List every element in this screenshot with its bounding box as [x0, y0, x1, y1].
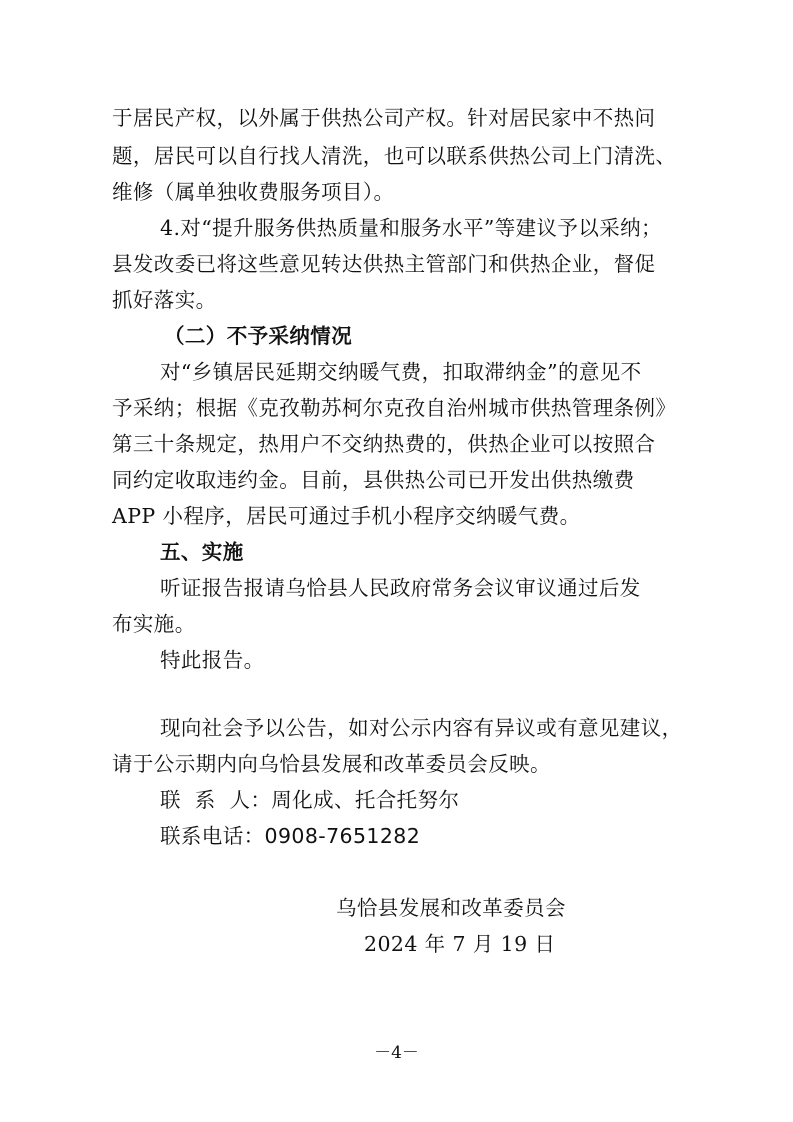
contact-person [160, 782, 459, 818]
notice-line: 现向社会予以公告，如对公示内容有异议或有意见建议， [160, 716, 683, 740]
body-line: 抓好落实。 [112, 288, 217, 312]
section-heading-not-adopted: （二）不予采纳情况 [164, 324, 353, 348]
body-line: 维修（属单独收费服务项目）。 [112, 180, 395, 204]
body-line: 对“乡镇居民延期交纳暖气费，扣取滞纳金”的意见不 [160, 360, 642, 384]
body-line: 布实施。 [112, 612, 196, 636]
body-line: APP 小程序，居民可通过手机小程序交纳暖气费。 [112, 504, 581, 528]
contact-label: 联 系 人： [160, 788, 272, 812]
phone-number: 0908-7651282 [264, 824, 421, 848]
contact-phone [160, 818, 420, 854]
contact-names: 周化成、托合托努尔 [271, 788, 460, 812]
phone-label: 联系电话： [160, 824, 265, 848]
body-line: 县发改委已将这些意见转达供热主管部门和供热企业，督促 [112, 252, 656, 276]
section-heading-implementation: 五、实施 [160, 540, 244, 564]
body-line: 听证报告报请乌恰县人民政府常务会议审议通过后发 [160, 576, 641, 600]
body-line: 于居民产权，以外属于供热公司产权。针对居民家中不热问 [112, 106, 656, 130]
body-line: 予采纳；根据《克孜勒苏柯尔克孜自治州城市供热管理条例》 [112, 396, 677, 420]
body-line: 第三十条规定，热用户不交纳热费的，供热企业可以按照合 [112, 432, 656, 456]
body-line: 题，居民可以自行找人清洗，也可以联系供热公司上门清洗、 [112, 144, 677, 168]
body-line: 4.对“提升服务供热质量和服务水平”等建议予以采纳； [160, 216, 662, 240]
notice-line: 请于公示期内向乌恰县发展和改革委员会反映。 [112, 752, 551, 776]
signature-date: 2024 年 7 月 19 日 [364, 932, 556, 956]
signature-organization: 乌恰县发展和改革委员会 [336, 896, 566, 920]
page-number: －4－ [374, 1043, 419, 1063]
body-line: 同约定收取违约金。目前，县供热公司已开发出供热缴费 [112, 468, 635, 492]
body-line: 特此报告。 [160, 648, 265, 672]
